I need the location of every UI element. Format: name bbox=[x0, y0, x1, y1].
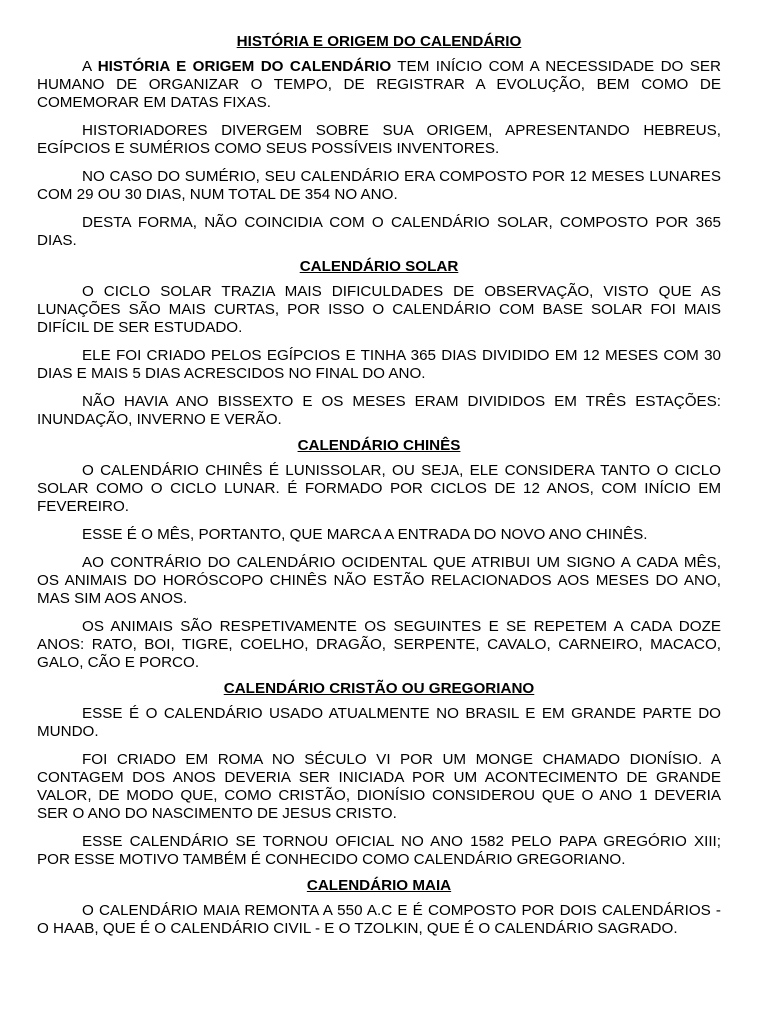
paragraph: ESSE CALENDÁRIO SE TORNOU OFICIAL NO ANO 1582 PELO PAPA GREGÓRIO XIII; POR ESSE MOTIVO TAMBÉM É CONHECIDO COMO CALENDÁRIO GREGORIANO. bbox=[37, 833, 721, 868]
section-heading-gregoriano: CALENDÁRIO CRISTÃO OU GREGORIANO bbox=[223, 680, 535, 697]
paragraph: NÃO HAVIA ANO BISSEXTO E OS MESES ERAM DIVIDIDOS EM TRÊS ESTAÇÕES: INUNDAÇÃO, INVERNO E VERÃO. bbox=[37, 393, 721, 428]
paragraph: O CALENDÁRIO CHINÊS É LUNISSOLAR, OU SEJA, ELE CONSIDERA TANTO O CICLO SOLAR COMO O CICLO LUNAR. É FORMADO POR CICLOS DE 12 ANOS, COM INÍCIO EM FEVEREIRO. bbox=[37, 462, 721, 515]
paragraph: OS ANIMAIS SÃO RESPETIVAMENTE OS SEGUINTES E SE REPETEM A CADA DOZE ANOS: RATO, BOI, TIGRE, COELHO, DRAGÃO, SERPENTE, CAVALO, CARNEIRO, MACACO, GALO, CÃO E PORCO. bbox=[37, 618, 721, 671]
paragraph: ESSE É O CALENDÁRIO USADO ATUALMENTE NO BRASIL E EM GRANDE PARTE DO MUNDO. bbox=[37, 705, 721, 740]
intro-bold-title: HISTÓRIA E ORIGEM DO CALENDÁRIO bbox=[97, 58, 392, 75]
section-heading-maia: CALENDÁRIO MAIA bbox=[306, 877, 452, 894]
paragraph: DESTA FORMA, NÃO COINCIDIA COM O CALENDÁRIO SOLAR, COMPOSTO POR 365 DIAS. bbox=[37, 214, 721, 249]
paragraph: ELE FOI CRIADO PELOS EGÍPCIOS E TINHA 365 DIAS DIVIDIDO EM 12 MESES COM 30 DIAS E MAIS 5 DIAS ACRESCIDOS NO FINAL DO ANO. bbox=[37, 347, 721, 382]
paragraph: HISTORIADORES DIVERGEM SOBRE SUA ORIGEM, APRESENTANDO HEBREUS, EGÍPCIOS E SUMÉRIOS COMO SEUS POSSÍVEIS INVENTORES. bbox=[37, 122, 721, 157]
paragraph: FOI CRIADO EM ROMA NO SÉCULO VI POR UM MONGE CHAMADO DIONÍSIO. A CONTAGEM DOS ANOS DEVERIA SER INICIADA POR UM ACONTECIMENTO DE GRANDE VALOR, DE MODO QUE, COMO CRISTÃO, DIONÍSIO CONSIDEROU QUE O ANO 1 DEVERIA SER O ANO DO NASCIMENTO DE JESUS CRISTO. bbox=[37, 751, 721, 822]
section-heading-solar: CALENDÁRIO SOLAR bbox=[299, 258, 459, 275]
intro-paragraph bbox=[37, 58, 721, 112]
section-heading-chines: CALENDÁRIO CHINÊS bbox=[297, 437, 461, 454]
intro-rest: TEM INÍCIO COM A NECESSIDADE DO SER HUMANO DE ORGANIZAR O TEMPO, DE REGISTRAR A EVOLUÇÃO, BEM COMO DE COMEMORAR EM DATAS FIXAS. bbox=[37, 58, 722, 111]
paragraph: ESSE É O MÊS, PORTANTO, QUE MARCA A ENTRADA DO NOVO ANO CHINÊS. bbox=[82, 526, 648, 543]
section-heading-historia: HISTÓRIA E ORIGEM DO CALENDÁRIO bbox=[236, 33, 522, 50]
document-page bbox=[37, 33, 721, 948]
paragraph: AO CONTRÁRIO DO CALENDÁRIO OCIDENTAL QUE ATRIBUI UM SIGNO A CADA MÊS, OS ANIMAIS DO HORÓSCOPO CHINÊS NÃO ESTÃO RELACIONADOS AOS MESES DO ANO, MAS SIM AOS ANOS. bbox=[37, 554, 721, 607]
paragraph: NO CASO DO SUMÉRIO, SEU CALENDÁRIO ERA COMPOSTO POR 12 MESES LUNARES COM 29 OU 30 DIAS, NUM TOTAL DE 354 NO ANO. bbox=[37, 168, 721, 203]
paragraph: O CALENDÁRIO MAIA REMONTA A 550 A.C E É COMPOSTO POR DOIS CALENDÁRIOS - O HAAB, QUE É O CALENDÁRIO CIVIL - E O TZOLKIN, QUE É O CALENDÁRIO SAGRADO. bbox=[37, 902, 721, 937]
paragraph: O CICLO SOLAR TRAZIA MAIS DIFICULDADES DE OBSERVAÇÃO, VISTO QUE AS LUNAÇÕES SÃO MAIS CURTAS, POR ISSO O CALENDÁRIO COM BASE SOLAR FOI MAIS DIFÍCIL DE SER ESTUDADO. bbox=[37, 283, 721, 336]
intro-lead: A bbox=[82, 58, 98, 75]
